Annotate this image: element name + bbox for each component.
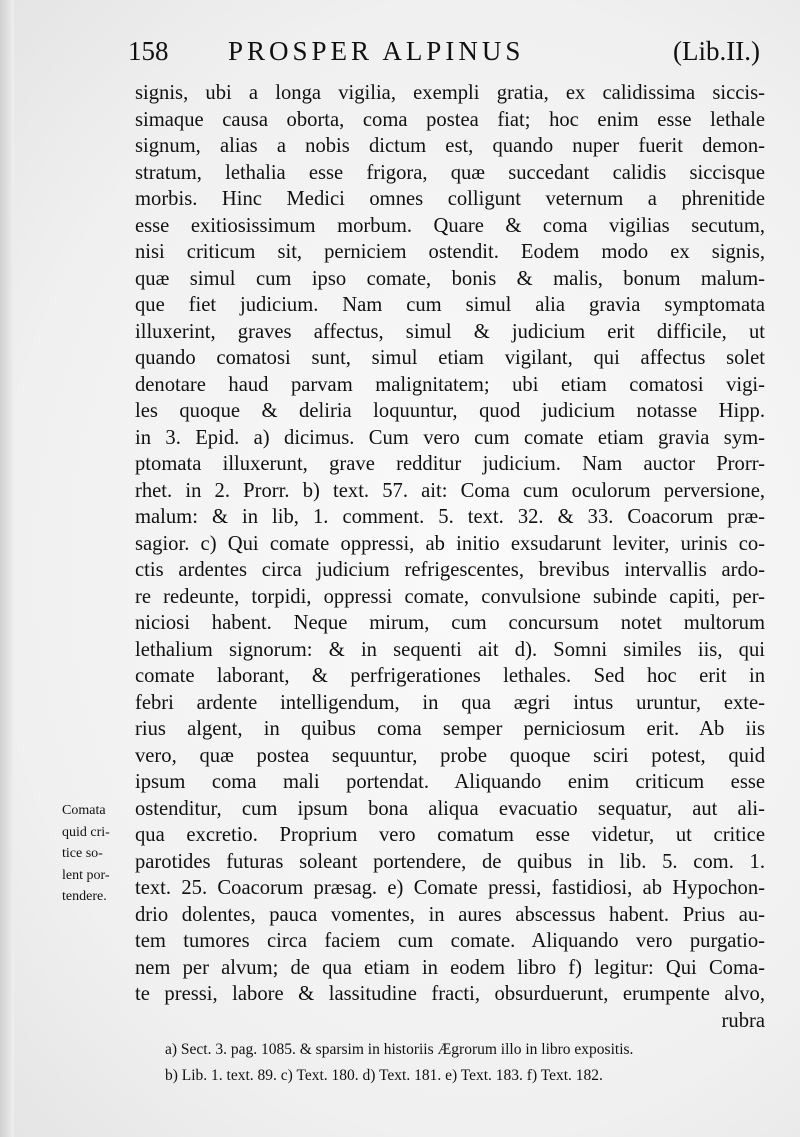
catchword: rubra (721, 1009, 765, 1032)
text-line: tem tumores circa faciem cum comate. Aliquando vero purgatio- (135, 930, 765, 952)
text-line: lethalium signorum: & in sequenti ait d). Somni similes iis, qui (135, 638, 765, 661)
text-line: comate laborant, & perfrigerationes lethales. Sed hoc erit in (135, 665, 765, 687)
text-line: vero, quæ postea sequuntur, probe quoque sciri potest, quid (135, 744, 765, 767)
text-line: les quoque & deliria loquuntur, quod judicium notasse Hipp. (135, 400, 765, 422)
text-line: te pressi, labore & lassitudine fracti, obsurduerunt, erumpente alvo, (135, 983, 765, 1005)
text-line: simaque causa oborta, coma postea fiat; hoc enim esse lethale (135, 108, 765, 131)
text-line: nem per alvum; de qua etiam in eodem libro f) legitur: Qui Coma- (135, 956, 765, 979)
text-line: ipsum coma mali portendat. Aliquando enim criticum esse (135, 771, 765, 793)
text-line: re redeunte, torpidi, oppressi comate, convulsione subinde capiti, per- (135, 585, 765, 608)
page-gutter-shadow (0, 0, 14, 1137)
text-line: signis, ubi a longa vigilia, exempli gratia, ex calidissima siccis- (135, 82, 765, 104)
text-line: esse exitiosissimum morbum. Quare & coma vigilias secutum, (135, 214, 765, 237)
text-line: signum, alias a nobis dictum est, quando nuper fuerit demon- (135, 135, 765, 157)
text-line: drio dolentes, pauca vomentes, in aures abscessus habent. Prius au- (135, 903, 765, 926)
margin-note-line: Comata (62, 803, 106, 818)
footnote-line: b) Lib. 1. text. 89. c) Text. 180. d) Text. 181. e) Text. 183. f) Text. 182. (165, 1067, 603, 1084)
text-line: text. 25. Coacorum præsag. e) Comate pressi, fastidiosi, ab Hypochon- (135, 877, 765, 899)
text-line: niciosi habent. Neque mirum, cum concursum notet multorum (135, 612, 765, 634)
page-header (128, 36, 760, 76)
text-line: qua excretio. Proprium vero comatum esse videtur, ut critice (135, 824, 765, 846)
text-line: denotare haud parvam malignitatem; ubi etiam comatosi vigi- (135, 373, 765, 396)
footnotes (165, 1037, 770, 1089)
text-line: parotides futuras soleant portendere, de quibus in lib. 5. com. 1. (135, 850, 765, 873)
footnote-line: a) Sect. 3. pag. 1085. & sparsim in historiis Ægrorum illo in libro expositis. (165, 1041, 634, 1058)
margin-note-line: tendere. (62, 889, 107, 904)
text-line: quando comatosi sunt, simul etiam vigilant, qui affectus solet (135, 347, 765, 369)
text-line: ctis ardentes circa judicium refrigescentes, brevibus intervallis ardo- (135, 559, 765, 581)
margin-note-line: tice so- (62, 846, 103, 861)
text-line: illuxerint, graves affectus, simul & judicium erit difficile, ut (135, 320, 765, 343)
text-line: febri ardente intelligendum, in qua ægri intus uruntur, exte- (135, 691, 765, 714)
text-line: in 3. Epid. a) dicimus. Cum vero cum comate etiam gravia sym- (135, 426, 765, 449)
running-title: PROSPER ALPINUS (228, 36, 525, 66)
margin-note-line: quid cri- (62, 824, 110, 840)
page-number: 158 (128, 36, 169, 66)
text-line: sagior. c) Qui comate oppressi, ab initio exsudarunt leviter, urinis co- (135, 532, 765, 555)
text-line: rius algent, in quibus coma semper perniciosum erit. Ab iis (135, 718, 765, 740)
text-line: quæ simul cum ipso comate, bonis & malis, bonum malum- (135, 267, 765, 290)
text-line: ptomata illuxerunt, grave redditur judicium. Nam auctor Prorr- (135, 453, 765, 475)
text-line: stratum, lethalia esse frigora, quæ succedant calidis siccisque (135, 161, 765, 184)
text-line: nisi criticum sit, perniciem ostendit. Eodem modo ex signis, (135, 241, 765, 263)
text-line: ostenditur, cum ipsum bona aliqua evacuatio sequatur, aut ali- (135, 797, 765, 820)
margin-note (62, 800, 134, 908)
main-text-block (135, 80, 765, 1034)
text-line: morbis. Hinc Medici omnes colligunt veternum a phrenitide (135, 188, 765, 210)
text-line: que fiet judicium. Nam cum simul alia gravia symptomata (135, 294, 765, 316)
book-reference: (Lib.II.) (673, 36, 760, 66)
text-line: malum: & in lib, 1. comment. 5. text. 32. & 33. Coacorum præ- (135, 506, 765, 528)
margin-note-line: lent por- (62, 867, 110, 883)
text-line: rhet. in 2. Prorr. b) text. 57. ait: Coma cum oculorum perversione, (135, 479, 765, 502)
